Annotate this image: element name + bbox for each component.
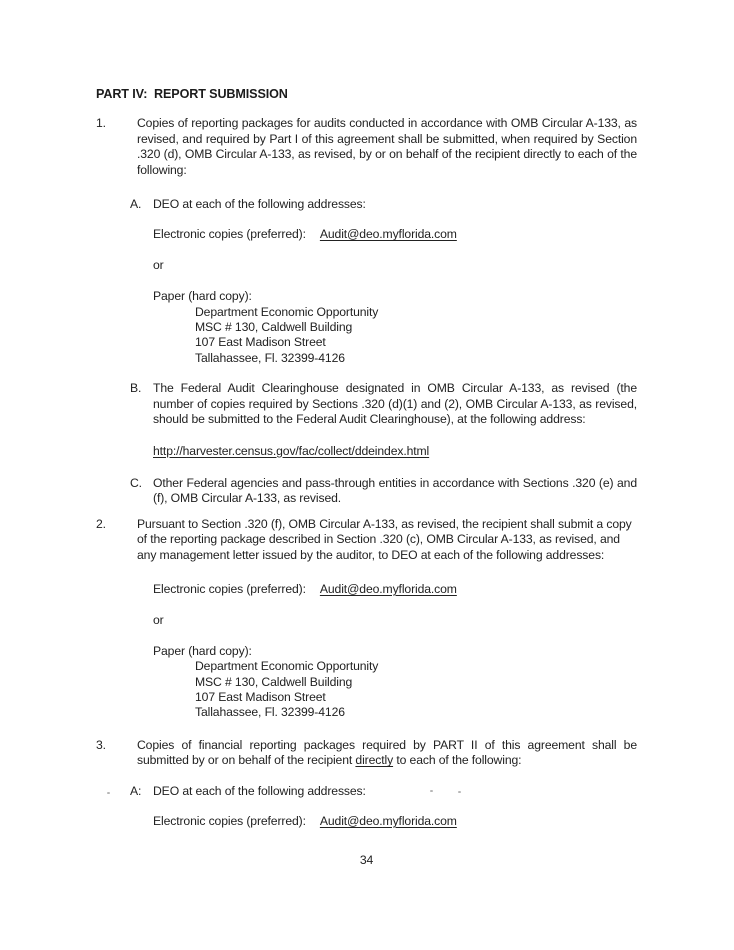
- sub-item-1a-text: DEO at each of the following addresses:: [153, 197, 366, 212]
- sub-item-3a: [130, 784, 637, 799]
- paper-copy-label: Paper (hard copy):: [153, 643, 252, 658]
- paper-copy-block: [153, 644, 734, 721]
- email-link[interactable]: Audit@deo.myflorida.com: [319, 227, 457, 242]
- electronic-copies-row: [153, 814, 734, 829]
- sub-item-1b: [130, 381, 637, 427]
- electronic-copies-row: [153, 227, 734, 242]
- address-line: Tallahassee, Fl. 32399-4126: [195, 350, 345, 365]
- paper-copy-block: [153, 289, 734, 366]
- item-3-text: [137, 738, 637, 769]
- address-line: Department Economic Opportunity: [195, 659, 379, 674]
- email-link[interactable]: Audit@deo.myflorida.com: [319, 581, 457, 596]
- item-3-number: 3.: [96, 737, 106, 752]
- sub-item-1c-marker: C.: [130, 475, 142, 490]
- item-3-text-after: to each of the following:: [393, 753, 522, 768]
- numbered-item-1: [96, 116, 637, 178]
- sub-item-3a-text: DEO at each of the following addresses:: [153, 783, 366, 798]
- sub-item-1b-text: The Federal Audit Clearinghouse designated in OMB Circular A-133, as revised (the number of copies required by Sections .320 (d)(1) and (2), OMB Circular A-133, as revised, should be submitted to the Federal Audit Clearinghouse), at the following address:: [153, 381, 637, 427]
- electronic-copies-label: Electronic copies (preferred):: [153, 814, 306, 828]
- item-1-text: Copies of reporting packages for audits conducted in accordance with OMB Circular A-133, as revised, and required by Part I of this agreement shall be submitted, when required by Section .320 (d), OMB Circular A-133, as revised, by or on behalf of the recipient directly to each of the following:: [137, 116, 637, 177]
- sub-item-1c: [130, 476, 637, 507]
- sub-item-3a-marker: A:: [130, 783, 142, 798]
- scan-artifact: [458, 791, 461, 793]
- sub-item-1b-marker: B.: [130, 381, 142, 396]
- section-heading: PART IV: REPORT SUBMISSION: [96, 87, 288, 101]
- mailing-address: [195, 659, 734, 721]
- electronic-copies-row: [153, 582, 734, 597]
- sub-item-1a-marker: A.: [130, 197, 142, 212]
- mailing-address: [195, 305, 734, 367]
- scan-artifact: [430, 790, 433, 792]
- email-link[interactable]: Audit@deo.myflorida.com: [319, 814, 457, 828]
- address-line: Department Economic Opportunity: [195, 304, 379, 319]
- paper-copy-label: Paper (hard copy):: [153, 289, 252, 304]
- address-line: MSC # 130, Caldwell Building: [195, 674, 353, 689]
- page-number: 34: [359, 853, 374, 868]
- address-line: 107 East Madison Street: [195, 689, 326, 704]
- clearinghouse-link-row: [153, 444, 734, 459]
- sub-item-1c-text: Other Federal agencies and pass-through entities in accordance with Sections .320 (e) and (f), OMB Circular A-133, as revised.: [153, 475, 637, 506]
- item-3-text-before: Copies of financial reporting packages required by PART II of this agreement shall be submitted by or on behalf of the recipient: [137, 737, 637, 768]
- numbered-item-3: [96, 738, 637, 769]
- item-2-text: Pursuant to Section .320 (f), OMB Circular A-133, as revised, the recipient shall submit a copy of the reporting package described in Section .320 (c), OMB Circular A-133, as revised, and any management letter issued by the auditor, to DEO at each of the following addresses:: [137, 516, 632, 562]
- electronic-copies-label: Electronic copies (preferred):: [153, 581, 306, 596]
- sub-item-1a: [130, 197, 637, 212]
- or-label: or: [153, 257, 164, 272]
- address-line: MSC # 130, Caldwell Building: [195, 320, 353, 335]
- or-label: or: [153, 613, 164, 628]
- electronic-copies-label: Electronic copies (preferred):: [153, 227, 306, 242]
- item-2-number: 2.: [96, 516, 106, 531]
- address-line: 107 East Madison Street: [195, 335, 326, 350]
- clearinghouse-link[interactable]: http://harvester.census.gov/fac/collect/ddeindex.html: [153, 443, 430, 458]
- scan-artifact: [107, 792, 110, 794]
- numbered-item-2: [96, 517, 637, 563]
- address-line: Tallahassee, Fl. 32399-4126: [195, 705, 345, 720]
- item-1-number: 1.: [96, 116, 106, 131]
- item-3-underlined-word: directly: [355, 753, 394, 768]
